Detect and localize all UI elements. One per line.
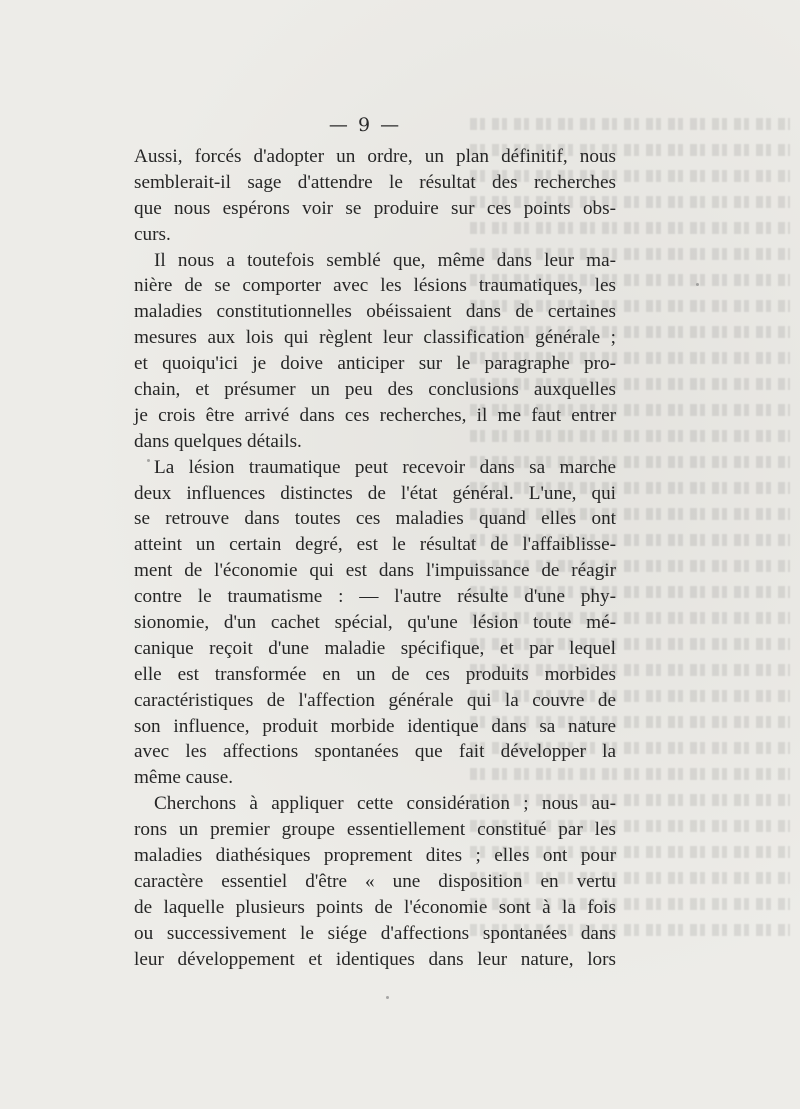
text-line: nière de se comporter avec les lésions traumatiques, les	[134, 275, 616, 297]
text-line: chain, et présumer un peu des conclusions auxquelles	[134, 379, 616, 401]
text-line: même cause.	[134, 767, 234, 789]
body-text	[134, 144, 616, 973]
paper-speck	[696, 283, 699, 286]
text-line: avec les affections spontanées que fait développer la	[134, 741, 616, 763]
text-line: caractéristiques de l'affection générale qui la couvre de	[134, 689, 616, 711]
paper-speck	[386, 996, 389, 999]
text-line: elle est transformée en un de ces produits morbides	[134, 663, 616, 685]
text-line: mesures aux lois qui règlent leur classification générale ;	[134, 327, 616, 349]
text-line: maladies constitutionnelles obéissaient dans de certaines	[134, 301, 616, 323]
text-line: son influence, produit morbide identique dans sa nature	[134, 715, 616, 737]
text-line: leur développement et identiques dans leur nature, lors	[134, 948, 616, 970]
text-line: canique reçoit d'une maladie spécifique, et par lequel	[134, 637, 616, 659]
text-line: Il nous a toutefois semblé que, même dans leur ma-	[154, 249, 616, 271]
text-line: caractère essentiel d'être « une disposition en vertu	[134, 870, 616, 892]
text-line: curs.	[134, 223, 171, 245]
text-line: dans quelques détails.	[134, 430, 302, 452]
text-line: rons un premier groupe essentiellement constitué par les	[134, 819, 616, 841]
paper-speck	[147, 459, 150, 462]
text-line: que nous espérons voir se produire sur ces points obs-	[134, 197, 616, 219]
text-line: ment de l'économie qui est dans l'impuissance de réagir	[134, 560, 616, 582]
text-line: de laquelle plusieurs points de l'économie sont à la fois	[134, 896, 616, 918]
text-line: maladies diathésiques proprement dites ; elles ont pour	[134, 845, 616, 867]
page-number: — 9 —	[328, 114, 402, 136]
text-line: Aussi, forcés d'adopter un ordre, un plan définitif, nous	[134, 146, 616, 167]
text-line: et quoiqu'ici je doive anticiper sur le paragraphe pro-	[134, 353, 616, 375]
text-line: contre le traumatisme : — l'autre résulte d'une phy-	[134, 586, 616, 608]
text-line: ou successivement le siége d'affections spontanées dans	[134, 922, 616, 944]
text-line: sionomie, d'un cachet spécial, qu'une lésion toute mé-	[134, 612, 616, 634]
text-line: se retrouve dans toutes ces maladies quand elles ont	[134, 508, 616, 530]
text-line: Cherchons à appliquer cette considération ; nous au-	[154, 793, 616, 815]
text-line: je crois être arrivé dans ces recherches, il me faut entrer	[134, 404, 616, 426]
text-line: deux influences distinctes de l'état général. L'une, qui	[134, 482, 616, 504]
text-line: atteint un certain degré, est le résultat de l'affaiblisse-	[134, 534, 616, 556]
text-line: La lésion traumatique peut recevoir dans sa marche	[154, 456, 616, 478]
text-line: semblerait-il sage d'attendre le résultat des recherches	[134, 171, 616, 193]
